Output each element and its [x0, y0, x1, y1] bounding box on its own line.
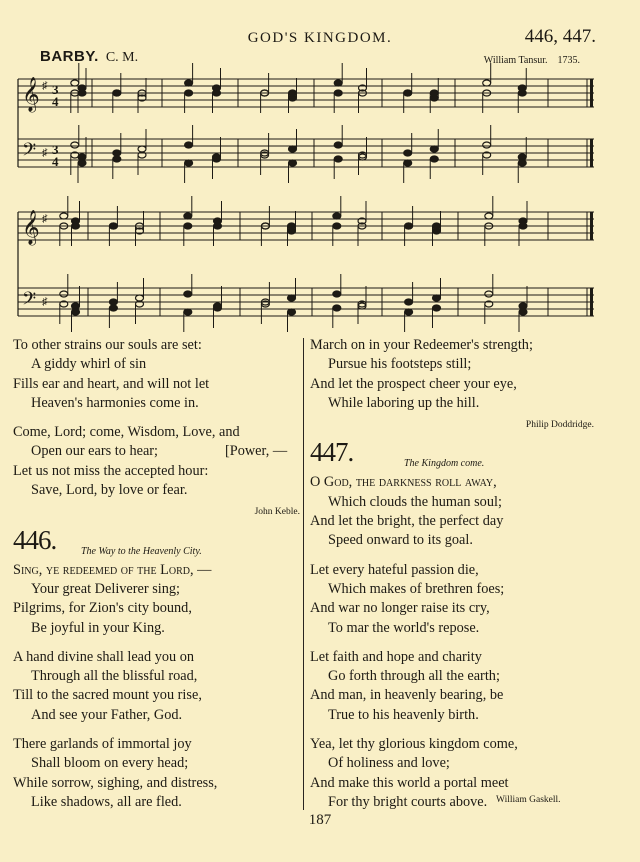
note-head [483, 80, 491, 86]
right-text-column [310, 336, 596, 812]
time-signature: 3 [52, 82, 59, 97]
note-head [109, 223, 117, 229]
page-number: 187 [308, 812, 332, 828]
note-head [185, 80, 193, 86]
note-head [289, 90, 297, 96]
verse-line: While sorrow, sighing, and distress, [13, 774, 218, 791]
time-signature: 3 [52, 142, 59, 157]
note-head [433, 305, 441, 311]
note-head [288, 309, 296, 315]
note-head [214, 223, 222, 229]
note-head [333, 213, 341, 219]
note-head [289, 160, 297, 166]
note-head [71, 80, 79, 86]
hymn-subtitle: The Kingdom come. [404, 458, 485, 470]
stanza [13, 561, 300, 638]
verse-line: Shall bloom on every head; [31, 755, 189, 772]
note-head [518, 90, 526, 96]
note-head [60, 291, 68, 297]
note-head [109, 299, 117, 305]
note-head [333, 305, 341, 311]
hymn-447-heading [310, 437, 596, 473]
note-head [138, 146, 146, 152]
note-head [185, 142, 193, 148]
note-head [71, 142, 79, 148]
note-head [405, 299, 413, 305]
verse-line: Let us not miss the accepted hour: [13, 462, 209, 479]
bass-clef-icon: 𝄢 [22, 289, 37, 314]
final-barline [590, 212, 593, 240]
verse-line: Like shadows, all are fled. [31, 793, 182, 810]
final-barline [590, 288, 593, 316]
note-head [214, 305, 222, 311]
note-head [430, 90, 438, 96]
left-text-column [13, 336, 300, 812]
page-running-title: GOD'S KINGDOM. [247, 30, 393, 46]
verse-line: Come, Lord; come, Wisdom, Love, and [13, 424, 240, 441]
verse-line: And see your Father, God. [31, 706, 183, 723]
hymn-number: 447. [310, 437, 354, 468]
page-hymn-numbers: 446, 447. [524, 26, 596, 47]
key-sharp-icon: ♯ [42, 296, 48, 308]
note-head [334, 90, 342, 96]
verse-line: To mar the world's repose. [328, 619, 480, 636]
verse-line: And war no longer raise its cry, [310, 600, 490, 617]
note-head [288, 295, 296, 301]
note-head [334, 142, 342, 148]
stanza [310, 336, 596, 413]
note-head [519, 309, 527, 315]
verse-line: Through all the blissful road, [31, 668, 198, 685]
note-head [113, 90, 121, 96]
stanza [310, 735, 596, 812]
stanza [13, 648, 300, 725]
note-head [333, 223, 341, 229]
treble-clef-icon: 𝄞 [22, 210, 40, 245]
note-head [433, 295, 441, 301]
verse-line: To other strains our souls are set: [13, 337, 202, 353]
verse-line [310, 793, 596, 812]
verse-line: Fills ear and heart, and will not let [13, 375, 210, 392]
stanza [13, 735, 300, 812]
verse-line: Pilgrims, for Zion's city bound, [13, 600, 192, 617]
note-head [78, 90, 86, 96]
verse-line: Yea, let thy glorious kingdom come, [310, 736, 518, 753]
stanza [13, 336, 300, 413]
note-head [334, 156, 342, 162]
hymn-number: 446. [13, 524, 57, 555]
author-attribution: William Gaskell. [496, 794, 561, 805]
note-head [72, 309, 80, 315]
verse-line: And make this world a portal meet [310, 774, 509, 791]
final-barline [590, 139, 593, 167]
verse-line-carryover: [Power, — [225, 443, 288, 460]
verse-line: A hand divine shall lead you on [13, 648, 195, 665]
note-head [72, 223, 80, 229]
key-sharp-icon: ♯ [42, 80, 48, 92]
verse-line: Of holiness and love; [328, 755, 450, 772]
note-head [213, 90, 221, 96]
author-attribution: Philip Doddridge. [525, 420, 594, 431]
note-head [430, 146, 438, 152]
note-head [72, 303, 80, 309]
stanza [310, 561, 596, 638]
verse-line: Your great Deliverer sing; [31, 580, 181, 597]
note-head [404, 90, 412, 96]
verse-line: A giddy whirl of sin [31, 356, 147, 373]
verse-line: And man, in heavenly bearing, be [310, 687, 504, 704]
stanza [310, 473, 596, 550]
final-barline [590, 79, 593, 107]
note-head [184, 309, 192, 315]
note-head [184, 291, 192, 297]
note-head [519, 223, 527, 229]
note-head [184, 223, 192, 229]
note-head [185, 160, 193, 166]
note-head [519, 303, 527, 309]
verse-line: Save, Lord, by love or fear. [31, 482, 188, 499]
verse-line: Pursue his footsteps still; [328, 356, 472, 373]
treble-clef-icon: 𝄞 [22, 77, 40, 112]
verse-line: Heaven's harmonies come in. [31, 394, 199, 411]
note-head [433, 223, 441, 229]
key-sharp-icon: ♯ [42, 213, 48, 225]
verse-line: O God, the darkness roll away, [310, 474, 497, 491]
verse-line: True to his heavenly birth. [328, 706, 479, 723]
note-head [136, 295, 144, 301]
note-head [78, 160, 86, 166]
music-score [0, 0, 640, 340]
hymn-446-heading [13, 524, 300, 561]
verse-line: Which clouds the human soul; [328, 493, 502, 510]
tune-name: BARBY. [40, 48, 99, 65]
column-divider [303, 338, 304, 810]
note-head [430, 156, 438, 162]
verse-line: Till to the sacred mount you rise, [13, 687, 202, 704]
note-head [404, 150, 412, 156]
score-system-2 [18, 196, 594, 332]
stanza [13, 423, 300, 500]
note-head [485, 291, 493, 297]
time-signature: 4 [52, 154, 59, 169]
verse-line: Go forth through all the earth; [328, 668, 500, 685]
verse-line: Let every hateful passion die, [310, 561, 479, 578]
note-head [483, 142, 491, 148]
verse-line: And let the prospect cheer your eye, [310, 375, 517, 392]
verse-line: And let the bright, the perfect day [310, 513, 504, 530]
time-signature: 4 [52, 94, 59, 109]
note-head [405, 309, 413, 315]
verse-line [13, 442, 300, 461]
score-system-1 [18, 63, 594, 183]
composer-year: 1735. [557, 55, 580, 66]
author-attribution: John Keble. [254, 507, 300, 518]
verse-line: Which makes of brethren foes; [328, 580, 505, 597]
verse-line: While laboring up the hill. [328, 394, 480, 411]
verse-line: There garlands of immortal joy [13, 736, 192, 753]
verse-line: Sing, ye redeemed of the Lord, — [13, 561, 212, 578]
tune-meter: C. M. [105, 50, 139, 65]
note-head [78, 154, 86, 160]
note-head [185, 90, 193, 96]
note-head [213, 156, 221, 162]
note-head [288, 223, 296, 229]
note-head [113, 156, 121, 162]
verse-line: Speed onward to its goal. [328, 532, 473, 549]
composer-name: William Tansur. [483, 55, 548, 66]
verse-line: Let faith and hope and charity [310, 648, 482, 665]
note-head [109, 305, 117, 311]
note-head [485, 213, 493, 219]
hymn-subtitle: The Way to the Heavenly City. [81, 545, 202, 557]
note-head [334, 80, 342, 86]
note-head [184, 213, 192, 219]
bass-clef-icon: 𝄢 [22, 140, 37, 165]
stanza [310, 648, 596, 725]
note-head [333, 291, 341, 297]
verse-line-text: For thy bright courts above. [328, 793, 488, 810]
note-head [60, 213, 68, 219]
verse-line: Be joyful in your King. [31, 619, 165, 636]
key-sharp-icon: ♯ [42, 147, 48, 159]
note-head [518, 160, 526, 166]
note-head [289, 146, 297, 152]
note-head [518, 154, 526, 160]
note-head [404, 160, 412, 166]
verse-line-text: Open our ears to hear; [31, 443, 159, 460]
note-head [113, 150, 121, 156]
note-head [405, 223, 413, 229]
verse-line: March on in your Redeemer's strength; [310, 337, 533, 353]
